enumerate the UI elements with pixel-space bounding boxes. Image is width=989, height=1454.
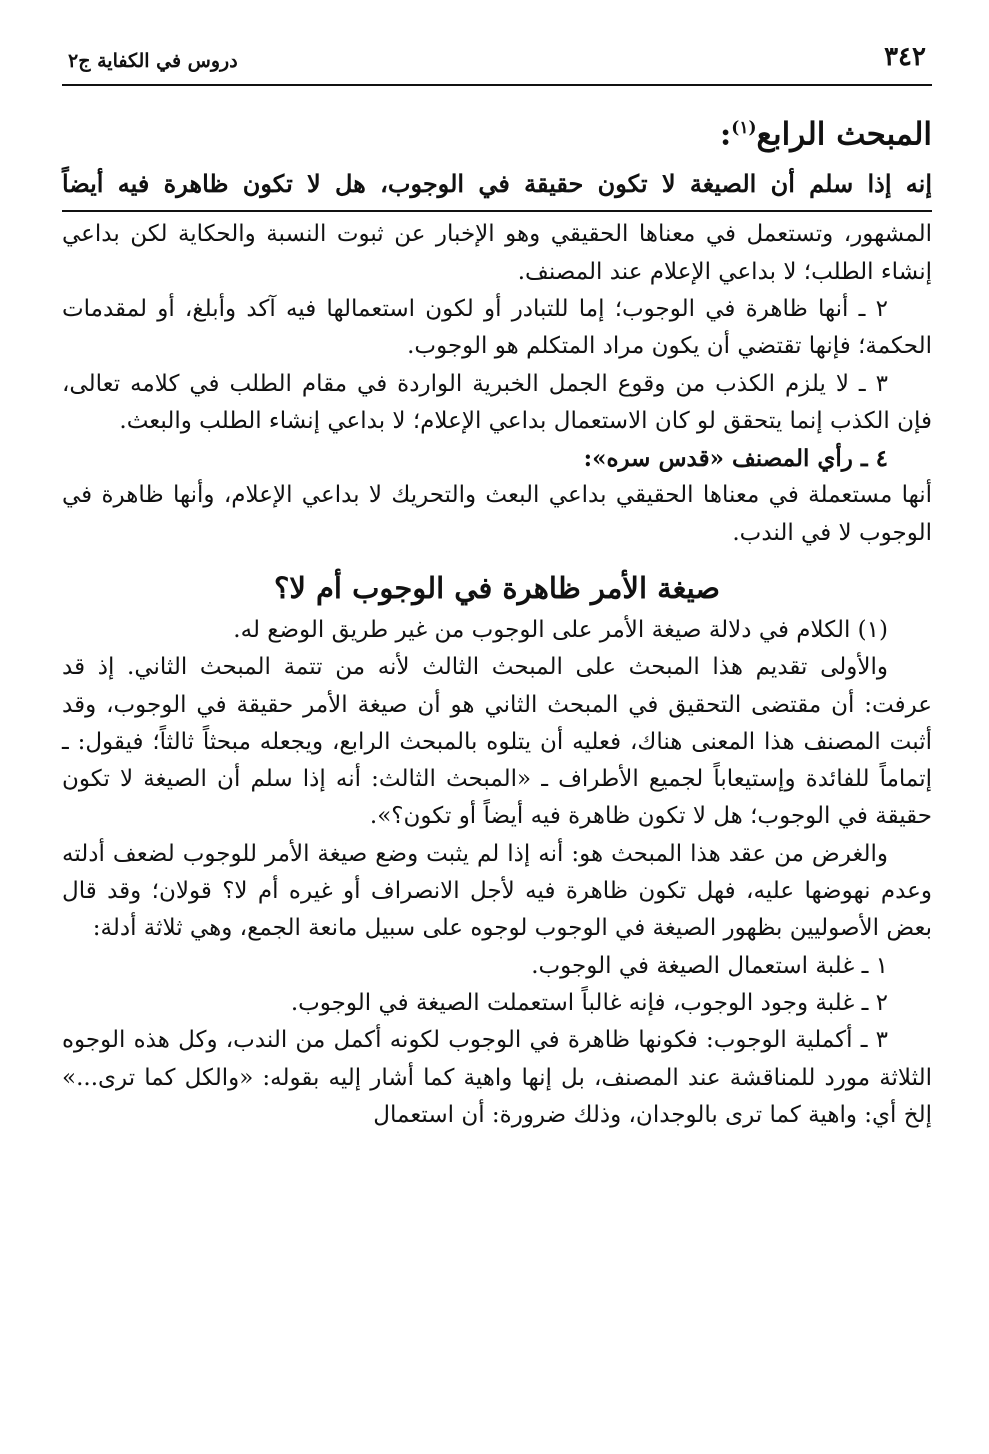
page <box>62 40 932 1134</box>
body-paragraph-4-heading: ٤ ـ رأي المصنف «قدس سره»: <box>583 445 888 473</box>
body-paragraph-3: ٣ ـ لا يلزم الكذب من وقوع الجمل الخبرية الواردة في مقام الطلب في كلامه تعالى، فإن الكذب إنما يتحقق لو كان الاستعمال بداعي الإعلام؛ لا بداعي إنشاء الطلب والبعث. <box>62 370 932 434</box>
body-paragraph-4: أنها مستعملة في معناها الحقيقي بداعي البعث والتحريك لا بداعي الإعلام، وأنها ظاهرة في الوجوب لا في الندب. <box>62 482 932 546</box>
page-number: ٣٤٢ <box>884 42 926 72</box>
running-title: دروس في الكفاية ج٢ <box>68 50 238 72</box>
commentary-paragraph-1: (١) الكلام في دلالة صيغة الأمر على الوجوب من غير طريق الوضع له. <box>233 617 888 643</box>
section-title-colon: : <box>719 116 732 153</box>
commentary-list-item-1: ١ ـ غلبة استعمال الصيغة في الوجوب. <box>531 952 888 979</box>
section-rule <box>62 210 932 212</box>
body-paragraph-2: ٢ ـ أنها ظاهرة في الوجوب؛ إما للتبادر أو لكون استعمالها فيه آكد وأبلغ، أو لمقدمات الحكمة؛ فإنها تقتضي أن يكون مراد المتكلم هو الوجوب. <box>62 295 932 360</box>
header-rule <box>62 84 932 86</box>
commentary-paragraph-3: والغرض من عقد هذا المبحث هو: أنه إذا لم يثبت وضع صيغة الأمر للوجوب لضعف أدلته وعدم نهوضها عليه، فهل تكون ظاهرة فيه لأجل الانصراف أو غيره أم لا؟ قولان؛ وقد قال بعض الأصوليين بظهور الصيغة في الوجوب لوجوه على سبيل مانعة الجمع، وهي ثلاثة أدلة: <box>62 840 932 942</box>
commentary-list-item-3: ٣ ـ أكملية الوجوب: فكونها ظاهرة في الوجوب لكونه أكمل من الندب، وكل هذه الوجوه الثلاثة مورد للمناقشة عند المصنف، بل إنها واهية كما أشار إليه بقوله: «والكل كما ترى...» إلخ أي: واهية كما ترى بالوجدان، وذلك ضرورة: أن استعمال <box>62 1027 932 1128</box>
section-subtitle: إنه إذا سلم أن الصيغة لا تكون حقيقة في الوجوب، هل لا تكون ظاهرة فيه أيضاً <box>62 169 932 199</box>
commentary-list-item-2: ٢ ـ غلبة وجود الوجوب، فإنه غالباً استعملت الصيغة في الوجوب. <box>290 989 888 1016</box>
section-title <box>62 108 932 154</box>
footnote-marker: (١) <box>731 118 757 138</box>
section-title-text: المبحث الرابع <box>756 116 932 153</box>
page-header <box>62 40 932 72</box>
commentary-paragraph-2: والأولى تقديم هذا المبحث على المبحث الثالث لأنه من تتمة المبحث الثاني. إذ قد عرفت: أن مقتضى التحقيق في المبحث الثاني هو أن صيغة الأمر حقيقة في الوجوب، وقد أثبت المصنف هذا المعنى هناك، فعليه أن يتلوه بالمبحث الرابع، ويجعله مبحثاً ثالثاً؛ فيقول: ـ إتماماً للفائدة وإستيعاباً لجميع الأطراف ـ «المبحث الثالث: أنه إذا سلم أن الصيغة لا تكون حقيقة في الوجوب؛ هل لا تكون ظاهرة فيه أيضاً أو تكون؟». <box>62 654 932 830</box>
commentary-heading: صيغة الأمر ظاهرة في الوجوب أم لا؟ <box>273 571 721 605</box>
body-paragraph-1: المشهور، وتستعمل في معناها الحقيقي وهو الإخبار عن ثبوت النسبة والحكاية لكن بداعي إنشاء الطلب؛ لا بداعي الإعلام عند المصنف. <box>62 221 932 285</box>
